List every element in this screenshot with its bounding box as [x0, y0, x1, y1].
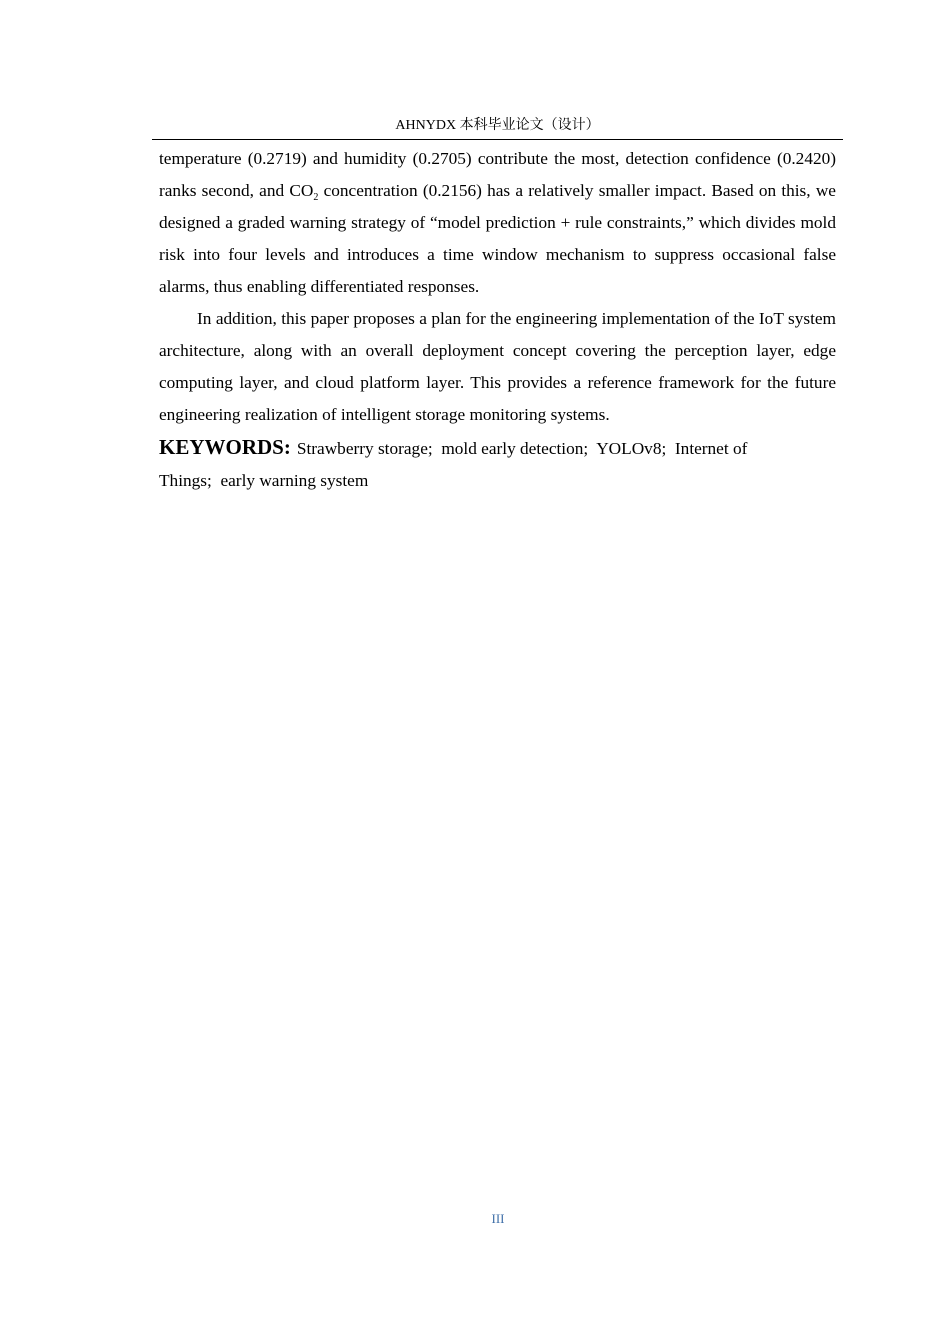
keyword-separator: ; — [207, 471, 221, 490]
paragraph-text: concentration (0.2156) has a relatively smaller impact. Based on this, we designed a graded warning strategy of “model prediction + rule constraints,” which divides mold risk into four levels and introduces a time window mechanism to suppress occasional false alarms, thus enabling differentiated responses. — [159, 181, 836, 296]
keywords-line — [159, 431, 836, 497]
keyword-item: early warning system — [220, 471, 369, 490]
paragraph-text: temperature (0.2719) and humidity (0.2705) contribute the most, detection confidence (0.2420) ranks second, and CO — [159, 149, 836, 200]
keyword-separator: ; — [427, 439, 442, 458]
abstract-body — [159, 143, 836, 497]
running-header: AHNYDX 本科毕业论文（设计） — [395, 118, 600, 133]
page-number: III — [491, 1211, 505, 1226]
keyword-separator: ; — [661, 439, 675, 458]
keyword-separator: ; — [583, 439, 597, 458]
subscript: 2 — [313, 192, 319, 203]
header-rule — [152, 139, 843, 140]
keywords-label: KEYWORDS — [159, 435, 284, 459]
keyword-item: Strawberry storage — [296, 439, 428, 458]
keywords-colon: : — [283, 435, 291, 459]
keyword-item: YOLOv8 — [596, 439, 662, 458]
keyword-item: Internet of Things — [159, 439, 748, 490]
abstract-paragraph-1 — [159, 143, 836, 303]
abstract-paragraph-2: In addition, this paper proposes a plan for the engineering implementation of the IoT system architecture, along with an overall deployment concept covering the perception layer, edge computing layer, and cloud platform layer. This provides a reference framework for the future engineering realization of intelligent storage monitoring systems. — [159, 309, 836, 424]
keyword-item: mold early detection — [441, 439, 584, 458]
